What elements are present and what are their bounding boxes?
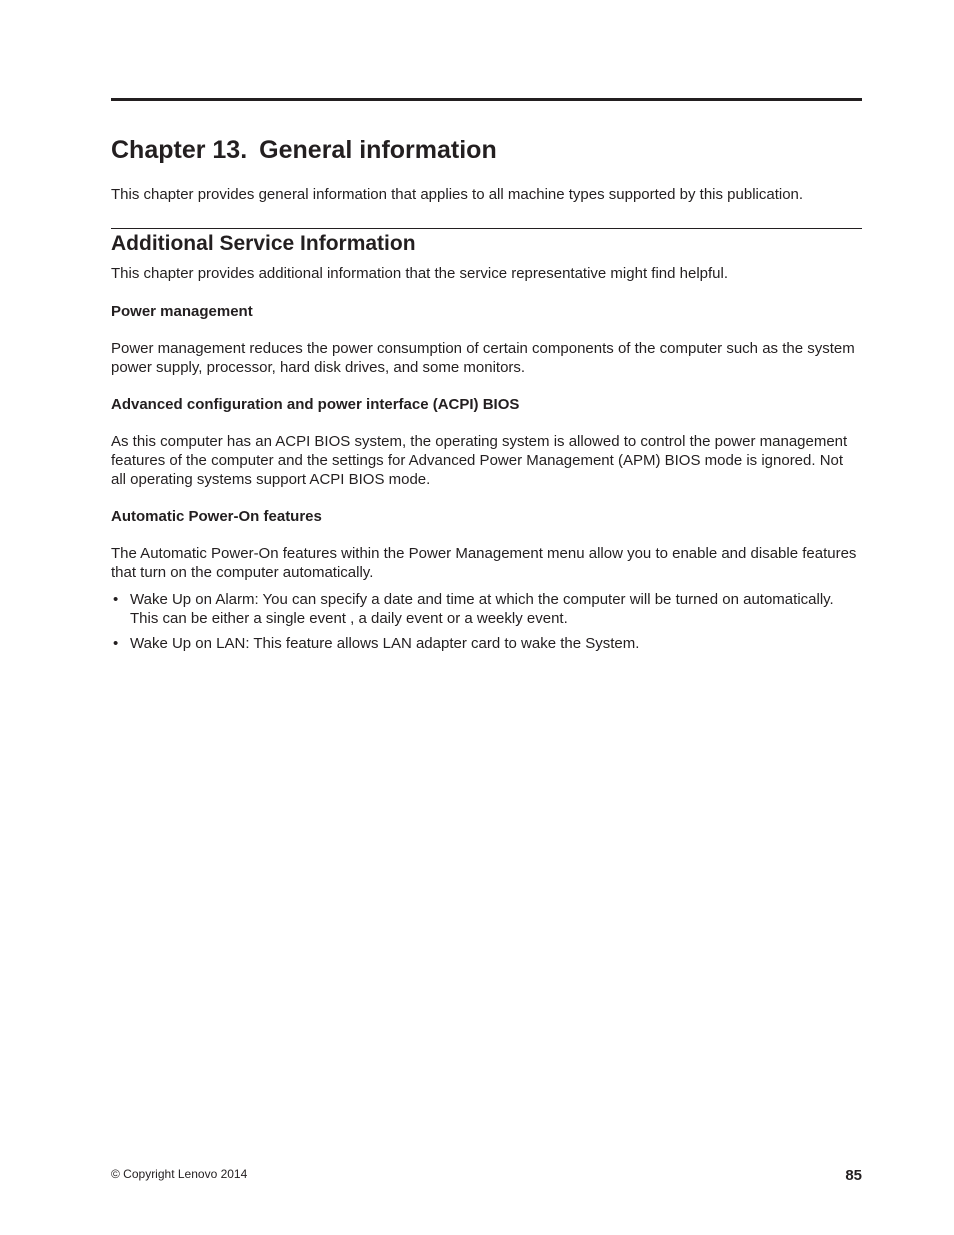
bullet-marker: • bbox=[113, 635, 119, 652]
acpi-body: As this computer has an ACPI BIOS system, the operating system is allowed to control the power management features of the computer and the settings for Advanced Power Management (APM) BIOS mode is ignored. Not all operating systems support ACPI BIOS mode. bbox=[111, 433, 848, 488]
list-item bbox=[111, 590, 862, 628]
list-item-text: Wake Up on Alarm: You can specify a date and time at which the computer will be turned on automatically. This can be either a single event , a daily event or a weekly event. bbox=[130, 591, 834, 627]
footer-copyright: © Copyright Lenovo 2014 bbox=[111, 1167, 248, 1181]
power-management-heading: Power management bbox=[111, 303, 253, 320]
list-item-text: Wake Up on LAN: This feature allows LAN adapter card to wake the System. bbox=[130, 635, 640, 652]
section-rule bbox=[111, 228, 862, 229]
auto-power-on-body: The Automatic Power-On features within the Power Management menu allow you to enable and disable features that turn on the computer automatically. bbox=[111, 545, 857, 581]
auto-power-on-list bbox=[111, 590, 862, 659]
chapter-title bbox=[111, 134, 497, 166]
chapter-intro: This chapter provides general information that applies to all machine types supported by this publication. bbox=[111, 186, 804, 203]
chapter-title-text: General information bbox=[259, 136, 497, 164]
section-intro: This chapter provides additional information that the service representative might find helpful. bbox=[111, 265, 728, 282]
power-management-body: Power management reduces the power consumption of certain components of the computer such as the system power supply, processor, hard disk drives, and some monitors. bbox=[111, 340, 855, 376]
chapter-number: Chapter 13. bbox=[111, 136, 248, 164]
page-number: 85 bbox=[845, 1167, 862, 1184]
list-item bbox=[111, 634, 862, 653]
bullet-marker: • bbox=[113, 591, 119, 608]
auto-power-on-heading: Automatic Power-On features bbox=[111, 508, 322, 525]
chapter-top-rule bbox=[111, 98, 862, 101]
section-title: Additional Service Information bbox=[111, 232, 416, 255]
acpi-heading: Advanced configuration and power interface (ACPI) BIOS bbox=[111, 396, 520, 413]
